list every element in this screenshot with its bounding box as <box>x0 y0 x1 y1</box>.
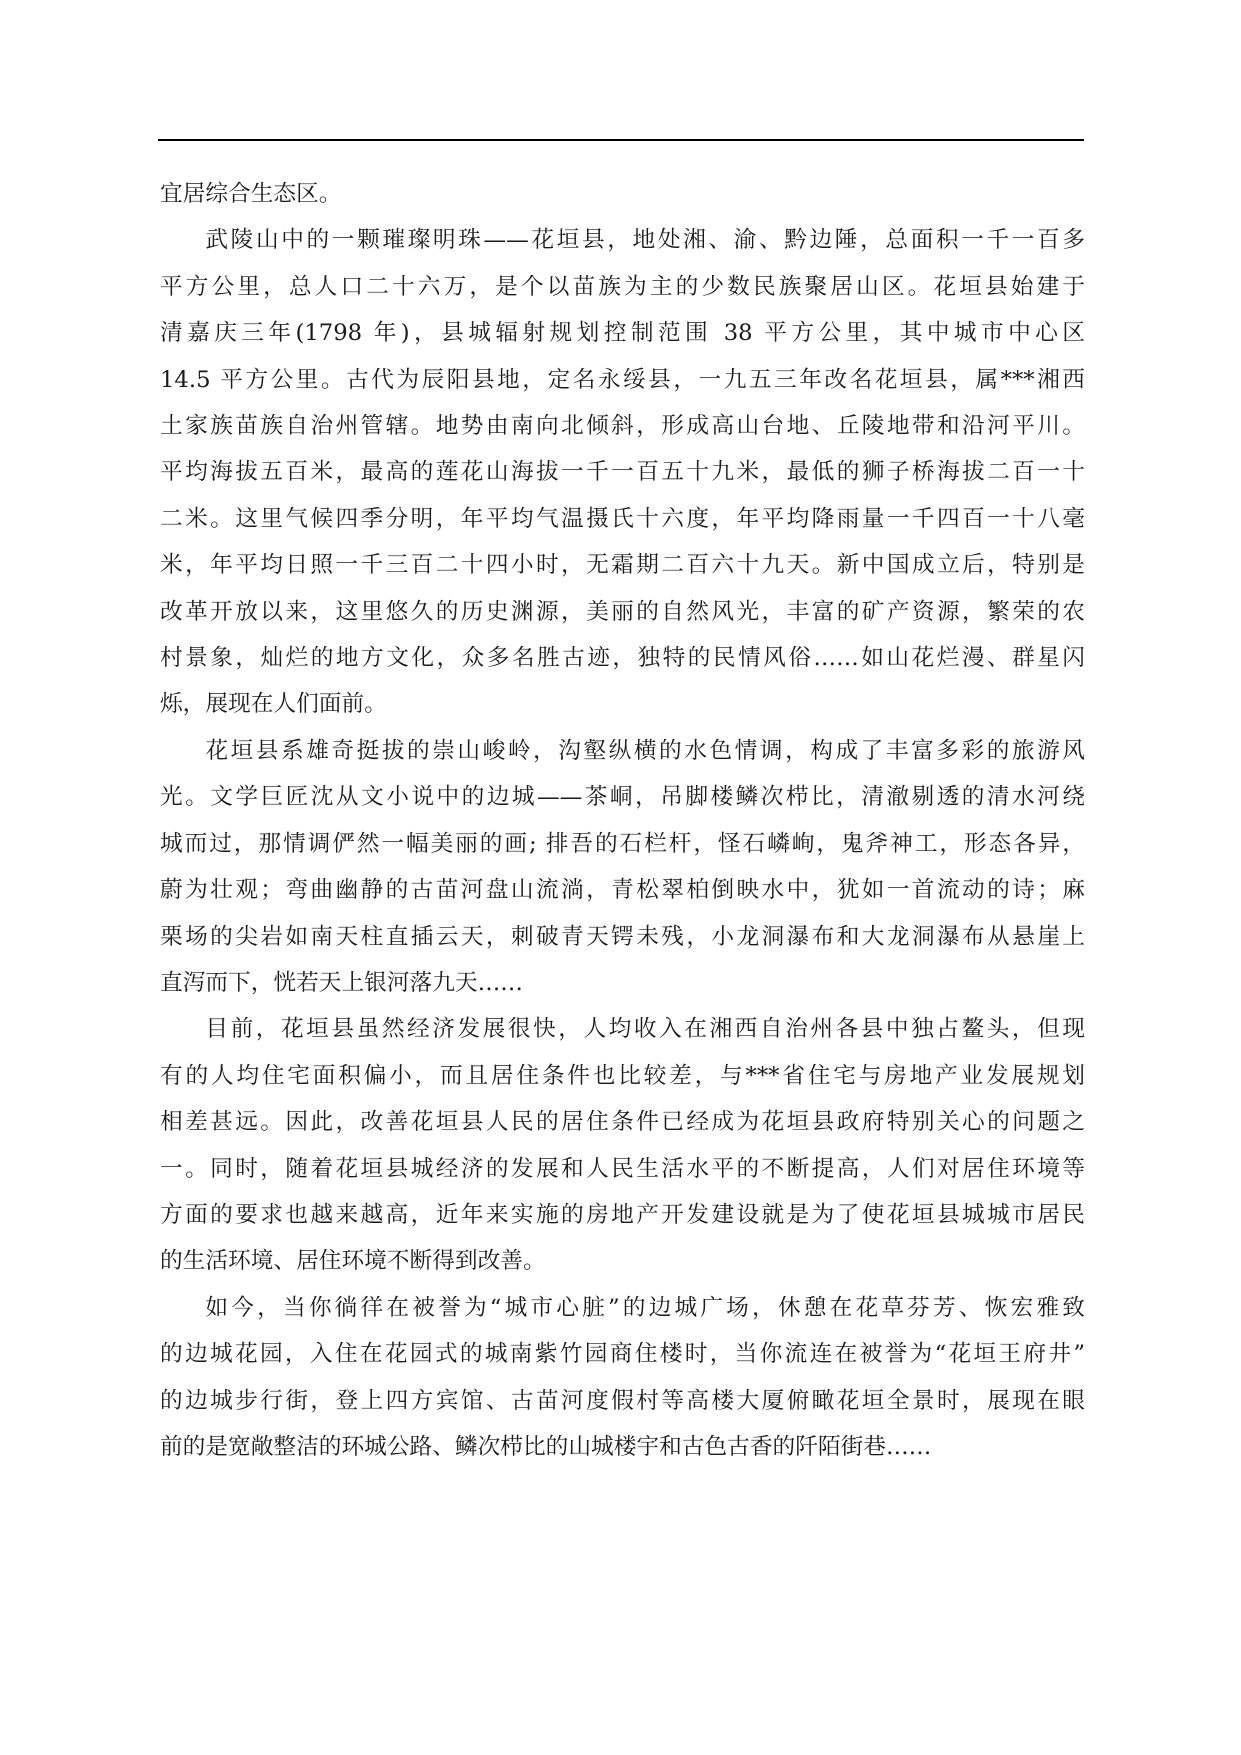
text-line: 的生活环境、居住环境不断得到改善。 <box>160 1248 546 1275</box>
text-line: 村景象，灿烂的地方文化，众多名胜古迹，独特的民情风俗……如山花烂漫、群星闪 <box>160 645 1085 672</box>
document-body <box>160 171 1085 1470</box>
text-line: 清嘉庆三年(1798 年)，县城辐射规划控制范围 38 平方公里，其中城市中心区 <box>160 320 1085 347</box>
text-line: 改革开放以来，这里悠久的历史渊源，美丽的自然风光，丰富的矿产资源，繁荣的农 <box>160 598 1085 625</box>
text-line: 有的人均住宅面积偏小，而且居住条件也比较差，与***省住宅与房地产业发展规划 <box>160 1062 1085 1089</box>
text-line: 的边城花园，入住在花园式的城南紫竹园商住楼时，当你流连在被誉为“花垣王府井” <box>160 1341 1085 1368</box>
text-line: 土家族苗族自治州管辖。地势由南向北倾斜，形成高山台地、丘陵地带和沿河平川。 <box>160 413 1085 440</box>
text-line: 光。文学巨匠沈从文小说中的边城——茶峒，吊脚楼鳞次栉比，清澈剔透的清水河绕 <box>160 784 1085 811</box>
paragraph <box>160 217 1085 727</box>
text-line: 的边城步行街，登上四方宾馆、古苗河度假村等高楼大厦俯瞰花垣全景时，展现在眼 <box>160 1387 1085 1414</box>
text-line: 武陵山中的一颗璀璨明珠——花垣县，地处湘、渝、黔边陲，总面积一千一百多 <box>205 227 1085 254</box>
text-line: 二米。这里气候四季分明，年平均气温摄氏十六度，年平均降雨量一千四百一十八毫 <box>160 505 1085 532</box>
text-line: 相差甚远。因此，改善花垣县人民的居住条件已经成为花垣县政府特别关心的问题之 <box>160 1109 1085 1136</box>
text-line: 目前，花垣县虽然经济发展很快，人均收入在湘西自治州各县中独占鳌头，但现 <box>205 1016 1085 1043</box>
paragraph <box>160 171 1085 217</box>
text-line: 前的是宽敞整洁的环城公路、鳞次栉比的山城楼宇和古色古香的阡陌街巷…… <box>160 1433 932 1460</box>
text-line: 一。同时，随着花垣县城经济的发展和人民生活水平的不断提高，人们对居住环境等 <box>160 1155 1085 1182</box>
text-line: 平方公里，总人口二十六万，是个以苗族为主的少数民族聚居山区。花垣县始建于 <box>160 273 1085 300</box>
text-line: 方面的要求也越来越高，近年来实施的房地产开发建设就是为了使花垣县城城市居民 <box>160 1201 1085 1228</box>
text-line: 城而过，那情调俨然一幅美丽的画; 排吾的石栏杆，怪石嶙峋，鬼斧神工，形态各异， <box>160 830 1085 857</box>
text-line: 如今，当你徜徉在被誉为“城市心脏”的边城广场，休憩在花草芬芳、恢宏雅致 <box>205 1294 1085 1321</box>
text-line: 宜居综合生态区。 <box>160 181 342 207</box>
text-line: 直泻而下，恍若天上银河落九天…… <box>160 969 523 996</box>
paragraph <box>160 1285 1085 1471</box>
text-line: 14.5 平方公里。古代为辰阳县地，定名永绥县，一九五三年改名花垣县，属***湘西 <box>160 366 1085 393</box>
text-line: 烁，展现在人们面前。 <box>160 691 387 718</box>
paragraph <box>160 728 1085 1006</box>
text-line: 平均海拔五百米，最高的莲花山海拔一千一百五十九米，最低的狮子桥海拔二百一十 <box>160 459 1085 486</box>
text-line: 米，年平均日照一千三百二十四小时，无霜期二百六十九天。新中国成立后，特别是 <box>160 552 1085 579</box>
text-line: 栗场的尖岩如南天柱直插云天，刺破青天锷未残，小龙洞瀑布和大龙洞瀑布从悬崖上 <box>160 923 1085 950</box>
text-line: 蔚为壮观；弯曲幽静的古苗河盘山流淌，青松翠柏倒映水中，犹如一首流动的诗；麻 <box>160 877 1085 904</box>
header-rule <box>158 139 1084 141</box>
paragraph <box>160 1006 1085 1284</box>
text-line: 花垣县系雄奇挺拔的崇山峻岭，沟壑纵横的水色情调，构成了丰富多彩的旅游风 <box>205 737 1085 764</box>
